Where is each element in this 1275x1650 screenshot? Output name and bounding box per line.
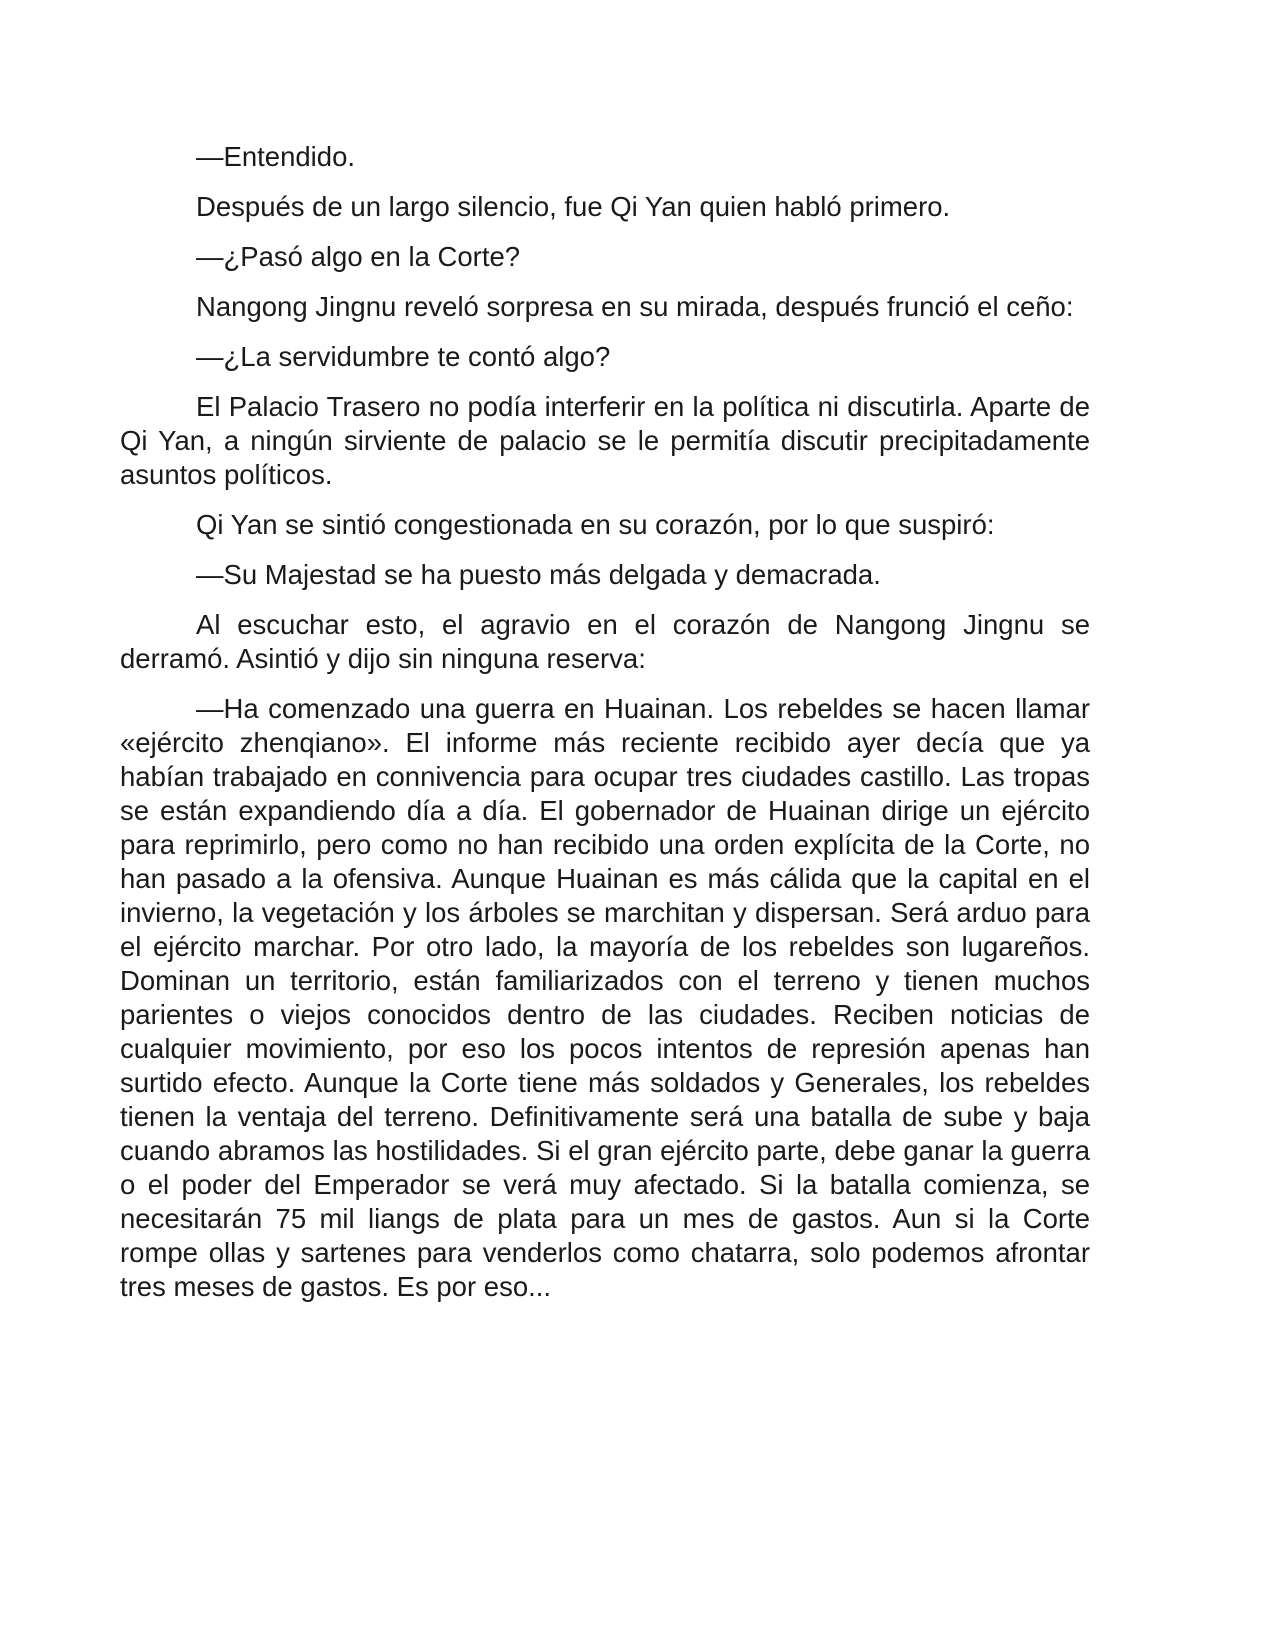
paragraph: —Entendido. [196, 141, 355, 172]
paragraph: Qi Yan se sintió congestionada en su corazón, por lo que suspiró: [196, 509, 995, 540]
paragraph: Después de un largo silencio, fue Qi Yan quien habló primero. [196, 191, 951, 222]
paragraph: —¿Pasó algo en la Corte? [196, 241, 521, 272]
paragraph: Al escuchar esto, el agravio en el corazón de Nangong Jingnu se derramó. Asintió y dijo sin ninguna reserva: [120, 609, 1090, 674]
paragraph: —Su Majestad se ha puesto más delgada y demacrada. [196, 559, 881, 590]
paragraph: —Ha comenzado una guerra en Huainan. Los rebeldes se hacen llamar «ejército zhenqiano». El informe más reciente recibido ayer decía que ya habían trabajado en connivencia para ocupar tres ciudades castillo. Las tropas se están expandiendo día a día. El gobernador de Huainan dirige un ejército para reprimirlo, pero como no han recibido una orden explícita de la Corte, no han pasado a la ofensiva. Aunque Huainan es más cálida que la capital en el invierno, la vegetación y los árboles se marchitan y dispersan. Será arduo para el ejército marchar. Por otro lado, la mayoría de los rebeldes son lugareños. Dominan un territorio, están familiarizados con el terreno y tienen muchos parientes o viejos conocidos dentro de las ciudades. Reciben noticias de cualquier movimiento, por eso los pocos intentos de represión apenas han surtido efecto. Aunque la Corte tiene más soldados y Generales, los rebeldes tienen la ventaja del terreno. Definitivamente será una batalla de sube y baja cuando abramos las hostilidades. Si el gran ejército parte, debe ganar la guerra o el poder del Emperador se verá muy afectado. Si la batalla comienza, se necesitarán 75 mil liangs de plata para un mes de gastos. Aun si la Corte rompe ollas y sartenes para venderlos como chatarra, solo podemos afrontar tres meses de gastos. Es por eso... [120, 693, 1090, 1302]
paragraph: Nangong Jingnu reveló sorpresa en su mirada, después frunció el ceño: [196, 291, 1074, 322]
paragraph: —¿La servidumbre te contó algo? [196, 341, 611, 372]
paragraph: El Palacio Trasero no podía interferir en la política ni discutirla. Aparte de Qi Yan, a ningún sirviente de palacio se le permitía discutir precipitadamente asuntos políticos. [120, 391, 1090, 490]
body-text [120, 140, 1090, 1320]
